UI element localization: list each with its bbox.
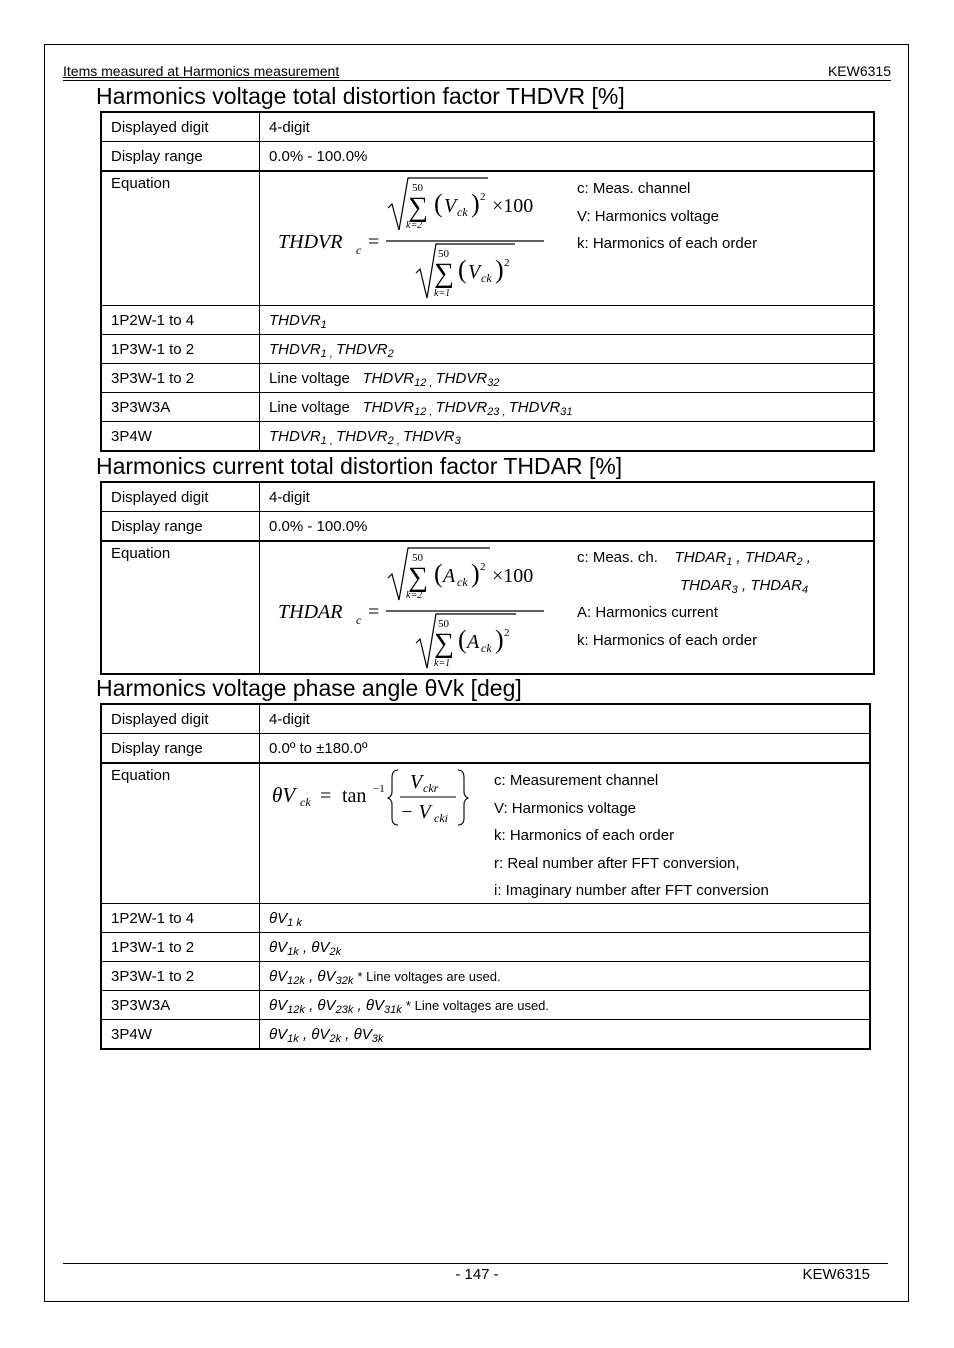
pow-bottom: 2: [504, 257, 510, 269]
formula-den-sub: cki: [434, 811, 448, 825]
symbol-sub: 12k: [287, 1003, 305, 1016]
wiring-label: 3P3W3A: [101, 991, 260, 1020]
note-channel: c: Meas. ch. $THDAR_1$ , $THDAR_2$ ,: [577, 549, 811, 568]
brace-open: [388, 770, 398, 825]
sum-sign-bottom: ∑: [434, 628, 454, 659]
symbol: θV: [269, 909, 288, 927]
symbol: θV: [311, 1025, 330, 1043]
brace-close: [458, 770, 468, 825]
sum-lower-bottom: k=1: [434, 288, 451, 299]
sum-upper-bottom: 50: [438, 618, 449, 630]
section-title-phase-angle: Harmonics voltage phase angle θVk [deg]: [96, 675, 522, 701]
symbol-sub: 23: [487, 405, 500, 418]
wiring-value: $\theta V_{1k}$ , $\theta V_{2k}$: [260, 933, 871, 962]
symbol: THDAR: [674, 549, 727, 566]
paren-open-bottom: (: [458, 255, 467, 284]
page-number: - 147 -: [455, 1266, 499, 1283]
symbol: THDVR: [435, 369, 488, 387]
label-displayed-digit: Displayed digit: [101, 704, 260, 734]
symbol-sub: 1: [320, 347, 327, 360]
formula-lhs: THDVR: [278, 231, 343, 253]
label-equation: Equation: [101, 763, 260, 904]
sum-sign-top: ∑: [408, 192, 428, 223]
label-equation: Equation: [101, 541, 260, 674]
symbol-sub: 2: [796, 556, 803, 568]
pow-top: 2: [480, 561, 486, 573]
sum-sign-top: ∑: [408, 562, 428, 593]
symbol: THDVR: [402, 427, 455, 445]
value-displayed-digit: 4-digit: [260, 112, 875, 142]
pow-top: 2: [480, 191, 486, 203]
sum-lower-top: k=2: [406, 590, 423, 601]
note-real: r: Real number after FFT conversion,: [494, 854, 740, 872]
symbol: θV: [317, 996, 336, 1014]
equation-cell: [260, 763, 871, 904]
label-display-range: Display range: [101, 734, 260, 764]
formula-lhs-sub: c: [356, 613, 362, 627]
header-section-title: Items measured at Harmonics measurement: [63, 63, 340, 79]
symbol: θV: [365, 996, 384, 1014]
symbol: THDVR: [335, 427, 388, 445]
wiring-value: Line voltage $THDVR_{12}$ $_,$ $THDVR_{23}$ $_,$ $THDVR_{31}$: [260, 393, 875, 422]
symbol: THDVR: [269, 340, 321, 358]
var-top: A: [443, 565, 456, 587]
note-order: k: Harmonics of each order: [577, 631, 758, 649]
symbol-sub: 1: [320, 434, 327, 447]
formula-den: − V: [400, 801, 431, 823]
thdar-table: [100, 481, 875, 675]
sum-upper-top: 50: [412, 182, 423, 194]
note-voltage: V: Harmonics voltage: [494, 799, 637, 817]
varsub-top: ck: [457, 575, 468, 589]
paren-open-top: (: [434, 189, 443, 218]
note-channel-label: c: Meas. ch.: [577, 549, 658, 566]
symbol-sub: 2: [387, 434, 394, 447]
thdvr-formula: [270, 176, 560, 304]
symbol-sub: 12: [414, 405, 427, 418]
pow-bottom: 2: [504, 627, 510, 639]
formula-num-sub: ckr: [423, 781, 439, 795]
paren-close-top: ): [471, 189, 480, 218]
value-display-range: 0.0º to ±180.0º: [260, 734, 871, 764]
phase-angle-table: [100, 703, 871, 1050]
symbol: θV: [317, 967, 336, 985]
value-displayed-digit: 4-digit: [260, 704, 871, 734]
line-voltage-prefix: Line voltage: [269, 369, 350, 387]
line-voltage-note: * Line voltages are used.: [357, 968, 501, 984]
value-display-range: 0.0% - 100.0%: [260, 142, 875, 172]
varsub-bottom: ck: [481, 271, 492, 285]
symbol-sub: 1: [726, 556, 733, 568]
sum-upper-bottom: 50: [438, 248, 449, 260]
symbol: THDVR: [362, 369, 415, 387]
formula-lhs-sub: c: [356, 243, 362, 257]
symbol: THDVR: [269, 427, 321, 445]
symbol: THDVR: [362, 398, 415, 416]
wiring-value: $\theta V_{1k}$ , $\theta V_{2k}$ , $\theta V_{3k}$: [260, 1020, 871, 1050]
note-current: A: Harmonics current: [577, 604, 718, 621]
wiring-label: 1P3W-1 to 2: [101, 335, 260, 364]
paren-open-top: (: [434, 559, 443, 588]
label-equation: Equation: [101, 171, 260, 306]
wiring-label: 3P3W3A: [101, 393, 260, 422]
wiring-label: 1P2W-1 to 4: [101, 306, 260, 335]
equation-cell: [260, 541, 875, 674]
symbol-sub: 12: [414, 376, 427, 389]
line-voltage-note: * Line voltages are used.: [405, 997, 550, 1013]
note-channel: c: Measurement channel: [494, 772, 659, 789]
wiring-value: $\theta V_{12k}$ , $\theta V_{23k}$ , $\theta V_{31k}$ * Line voltages are used.: [260, 991, 871, 1020]
var-bottom: V: [468, 261, 481, 283]
formula-lhs-sub: ck: [300, 795, 311, 809]
value-displayed-digit: 4-digit: [260, 482, 875, 512]
note-channel: c: Meas. channel: [577, 180, 691, 197]
section-title-thdvr: Harmonics voltage total distortion factor THDVR [%]: [96, 83, 625, 109]
footer-model: KEW6315: [802, 1266, 870, 1283]
symbol: θV: [269, 938, 288, 956]
equation-notes: [577, 544, 811, 654]
note-order: k: Harmonics of each order: [577, 235, 758, 252]
mult-100: ×100: [492, 195, 534, 217]
wiring-value: [260, 904, 871, 933]
formula-equals: =: [320, 785, 332, 807]
wiring-label: 3P3W-1 to 2: [101, 364, 260, 393]
symbol: θV: [311, 938, 330, 956]
symbol: THDVR: [335, 340, 388, 358]
value-display-range: 0.0% - 100.0%: [260, 512, 875, 542]
formula-fn: tan: [342, 785, 367, 807]
wiring-label: 1P3W-1 to 2: [101, 933, 260, 962]
symbol: THDAR: [750, 576, 802, 594]
paren-close-bottom: ): [495, 625, 504, 654]
label-displayed-digit: Displayed digit: [101, 482, 260, 512]
wiring-label: 3P4W: [101, 1020, 260, 1050]
footer-rule: [63, 1263, 888, 1264]
symbol: θV: [269, 996, 288, 1014]
note-channel-cont: $THDAR_3$ , $THDAR_4$: [680, 576, 809, 596]
symbol-sub: 3: [454, 434, 461, 447]
symbol-sub: 32: [487, 376, 500, 389]
formula-fn-sup: −1: [373, 783, 385, 795]
symbol-sub: 1 k: [287, 916, 302, 929]
varsub-top: ck: [457, 205, 468, 219]
symbol: THDVR: [269, 311, 321, 329]
equation-cell: [260, 171, 875, 306]
section-title-thdar: Harmonics current total distortion factor THDAR [%]: [96, 453, 623, 479]
sum-lower-bottom: k=1: [434, 658, 451, 669]
thdar-formula: [270, 546, 560, 674]
symbol-sub: 4: [801, 583, 809, 596]
wiring-value: [260, 306, 875, 335]
header-rule: [63, 80, 891, 81]
equation-notes: [494, 767, 769, 905]
symbol: THDVR: [508, 398, 561, 416]
sum-lower-top: k=2: [406, 220, 423, 231]
formula-equals: =: [368, 231, 380, 253]
wiring-label: 3P4W: [101, 422, 260, 452]
note-voltage: V: Harmonics voltage: [577, 207, 720, 225]
phase-angle-formula: [270, 768, 490, 838]
varsub-bottom: ck: [481, 641, 492, 655]
symbol: θV: [353, 1025, 372, 1043]
paren-close-bottom: ): [495, 255, 504, 284]
symbol-sub: 32k: [335, 974, 354, 987]
symbol-sub: 2: [387, 347, 394, 360]
symbol-sub: 3: [731, 583, 738, 596]
wiring-value: $THDVR_1$ $_,$ $THDVR_2$ $_,$ $THDVR_3$: [260, 422, 875, 452]
formula-lhs: θV: [272, 783, 296, 807]
header-model: KEW6315: [827, 63, 891, 79]
note-imaginary: i: Imaginary number after FFT conversion: [494, 882, 769, 899]
symbol-sub: 3k: [371, 1032, 384, 1045]
line-voltage-prefix: Line voltage: [269, 398, 350, 416]
symbol: θV: [269, 967, 288, 985]
label-displayed-digit: Displayed digit: [101, 112, 260, 142]
paren-open-bottom: (: [458, 625, 467, 654]
symbol-sub: 2k: [329, 1032, 342, 1045]
symbol-sub: 31k: [384, 1003, 402, 1016]
symbol-sub: 2k: [329, 945, 342, 958]
paren-close-top: ): [471, 559, 480, 588]
label-display-range: Display range: [101, 142, 260, 172]
var-top: V: [444, 195, 457, 217]
mult-100: ×100: [492, 565, 534, 587]
symbol-sub: 1k: [287, 1032, 299, 1045]
wiring-label: 1P2W-1 to 4: [101, 904, 260, 933]
symbol: THDAR: [680, 576, 732, 594]
symbol-sub: 12k: [287, 974, 305, 987]
symbol-sub: 1: [320, 318, 327, 331]
var-bottom: A: [467, 631, 480, 653]
sum-sign-bottom: ∑: [434, 258, 454, 289]
sum-upper-top: 50: [412, 552, 423, 564]
formula-lhs: THDAR: [278, 601, 343, 623]
wiring-value: $THDVR_1$ $_,$ $THDVR_2$: [260, 335, 875, 364]
wiring-label: 3P3W-1 to 2: [101, 962, 260, 991]
wiring-value: Line voltage $THDVR_{12}$ $_,$ $THDVR_{32}$: [260, 364, 875, 393]
formula-num: V: [410, 771, 423, 793]
formula-equals: =: [368, 601, 380, 623]
equation-notes: [577, 175, 757, 258]
symbol: θV: [269, 1025, 288, 1043]
wiring-value: $\theta V_{12k}$ , $\theta V_{32k}$ * Line voltages are used.: [260, 962, 871, 991]
label-display-range: Display range: [101, 512, 260, 542]
symbol-sub: 1k: [287, 945, 299, 958]
thdvr-table: [100, 111, 875, 452]
symbol: THDAR: [744, 549, 797, 566]
symbol: THDVR: [435, 398, 488, 416]
note-order: k: Harmonics of each order: [494, 827, 675, 844]
symbol-sub: 23k: [335, 1003, 354, 1016]
symbol-sub: 31: [560, 405, 573, 418]
